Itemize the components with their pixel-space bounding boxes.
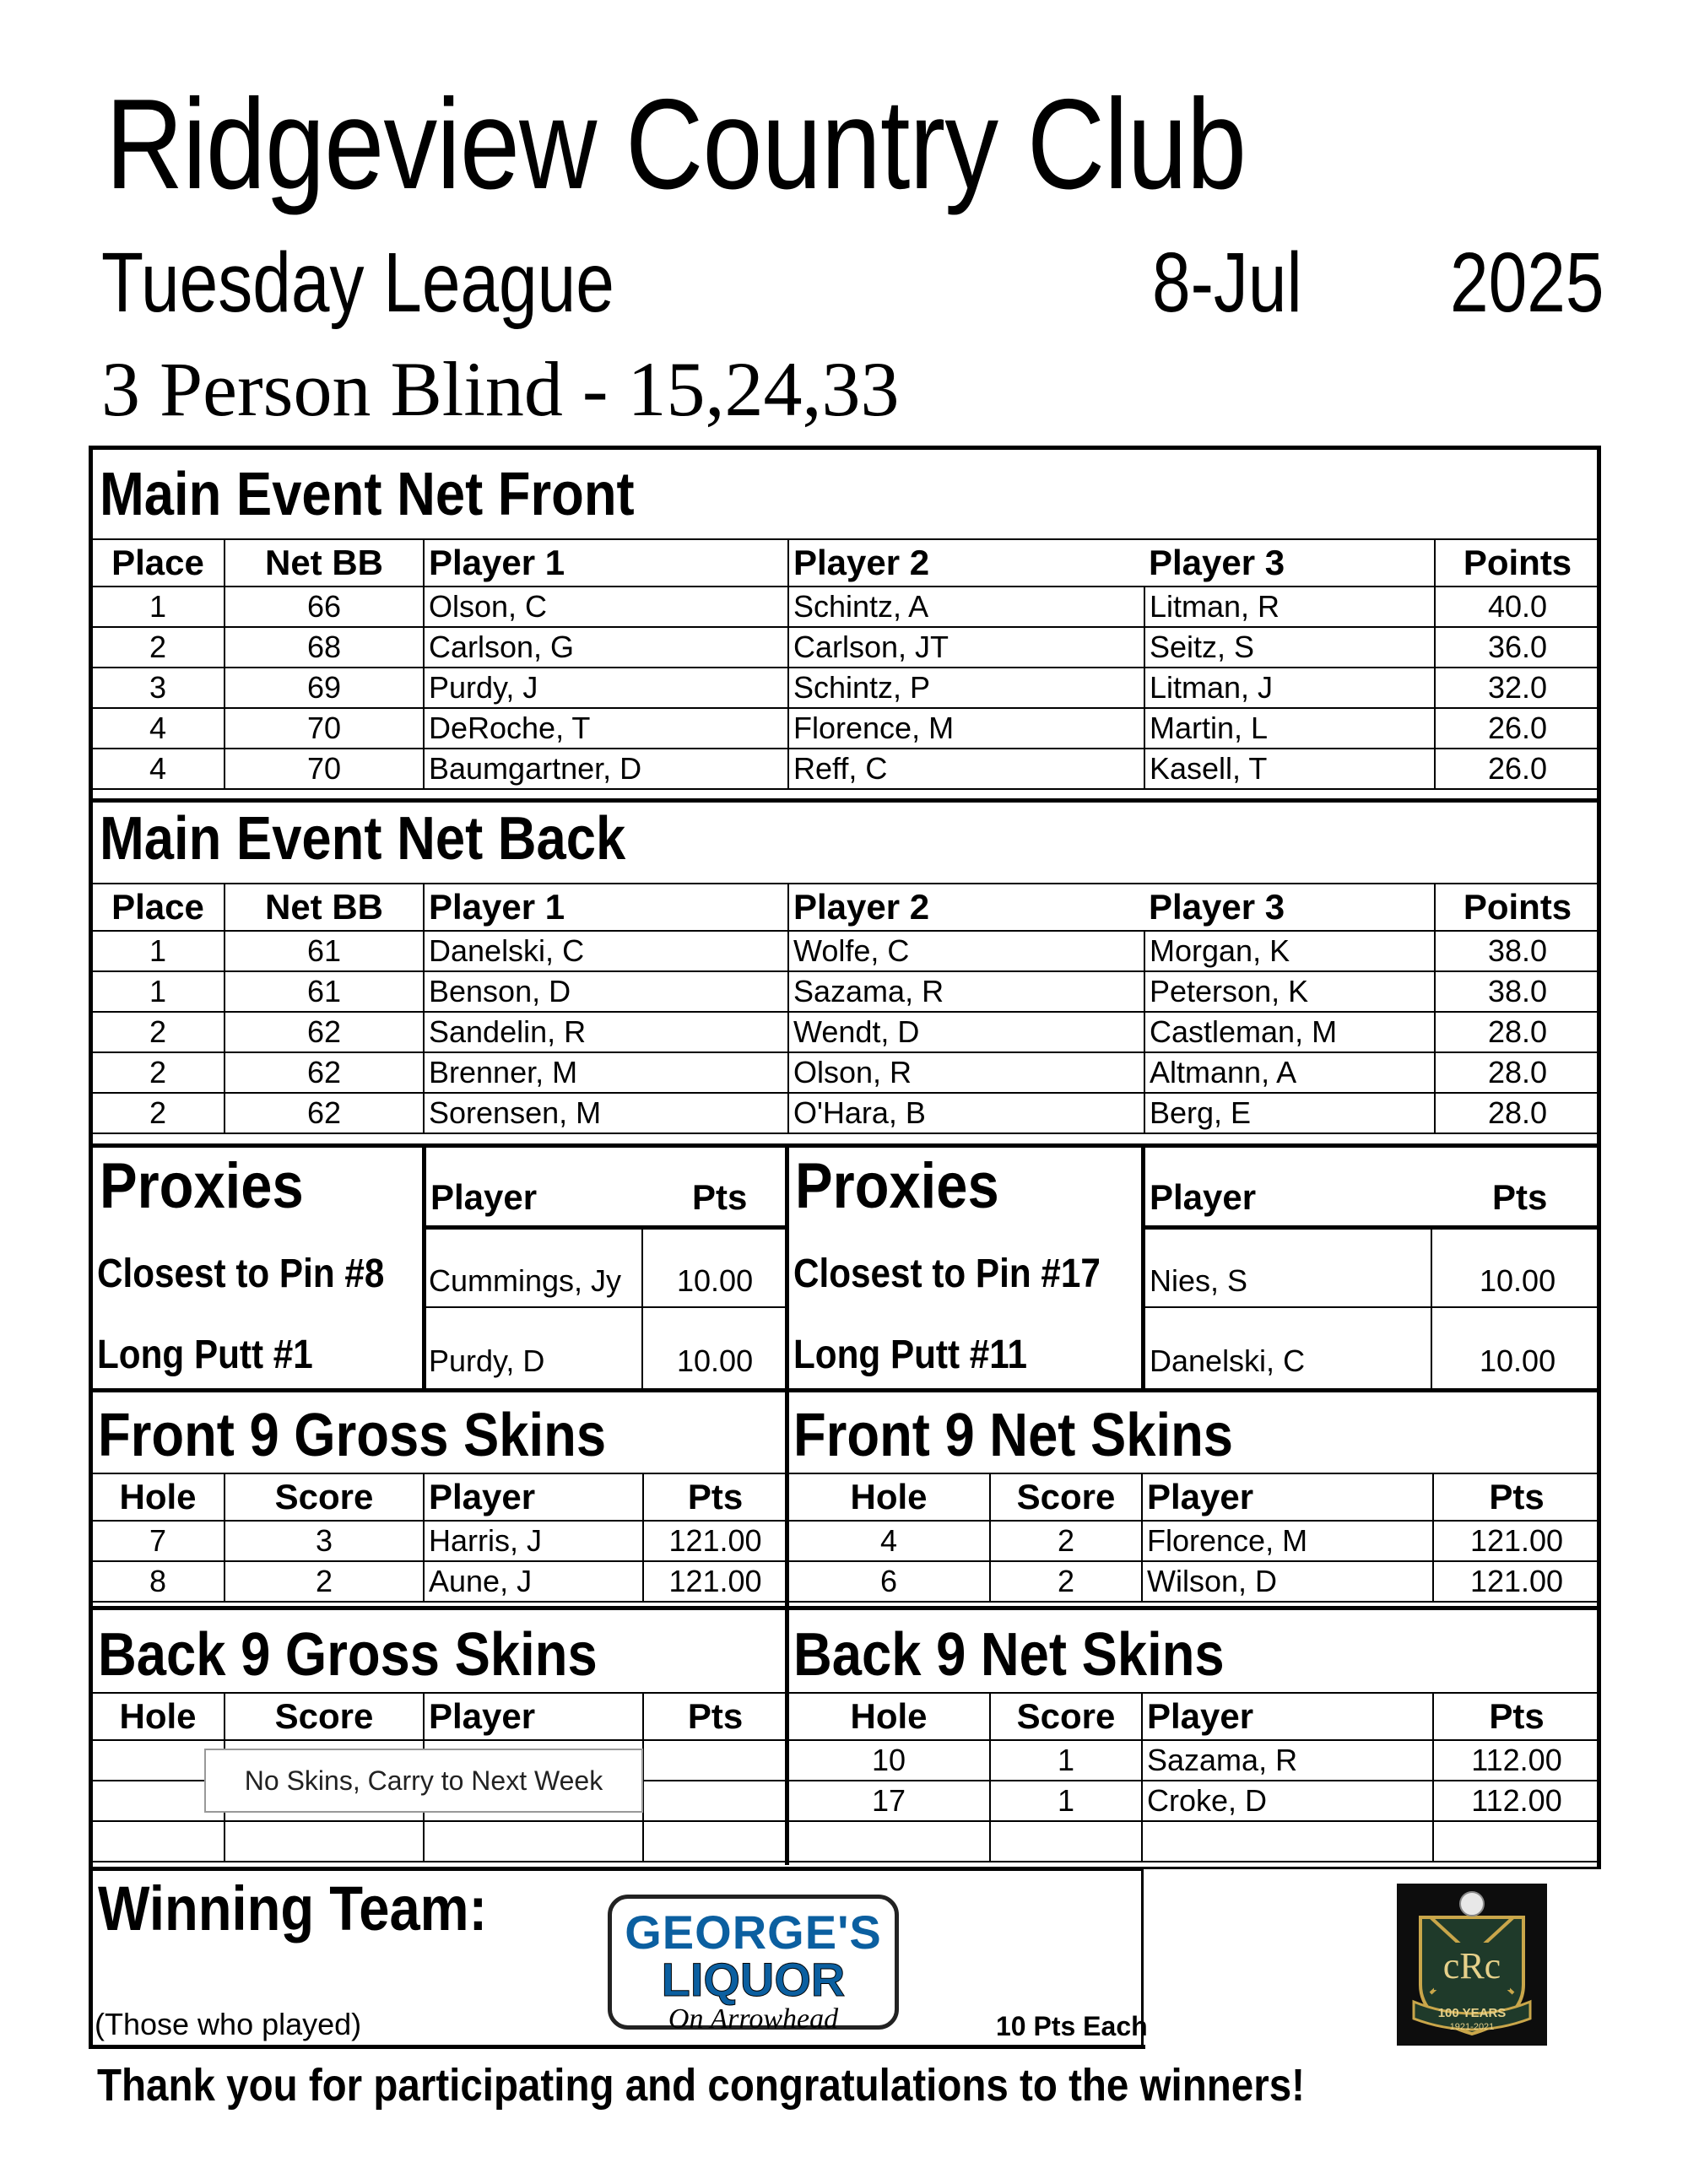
closest-to-pin-8-label: Closest to Pin #8	[97, 1251, 385, 1296]
col-player: Player	[1142, 1473, 1433, 1521]
main-back-title: Main Event Net Back	[100, 805, 626, 873]
cell: Aune, J	[424, 1561, 643, 1602]
cell: 62	[225, 1093, 424, 1133]
col-hole: Hole	[787, 1693, 990, 1740]
col-score: Score	[225, 1693, 424, 1740]
cell: 6	[787, 1561, 990, 1602]
cell: 3	[225, 1521, 424, 1561]
crc-crest-logo	[1397, 1884, 1547, 2046]
col-player-2: Player 2	[788, 884, 1144, 931]
event-year: 2025	[1450, 235, 1604, 330]
cell: 36.0	[1435, 627, 1600, 668]
divider	[89, 2045, 1145, 2049]
table-row	[787, 1781, 1600, 1821]
cell: 32.0	[1435, 668, 1600, 708]
cell: 1	[91, 931, 225, 971]
table-header-row	[91, 1693, 787, 1740]
long-putt-1-label: Long Putt #1	[97, 1333, 313, 1377]
cell: Danelski, C	[424, 931, 788, 971]
table-row	[91, 1821, 787, 1862]
cell: 2	[990, 1521, 1142, 1561]
table-header-row	[91, 1473, 787, 1521]
cell: 121.00	[643, 1561, 787, 1602]
cell: 26.0	[1435, 749, 1600, 789]
table-row	[787, 1521, 1600, 1561]
divider	[641, 1225, 643, 1391]
table-row	[787, 1821, 1600, 1862]
cell: 4	[787, 1521, 990, 1561]
cell: Olson, R	[788, 1052, 1144, 1093]
crest-icon	[1397, 1884, 1547, 2046]
cell: 38.0	[1435, 931, 1600, 971]
cell: Olson, C	[424, 587, 788, 627]
col-pts: Pts	[643, 1473, 787, 1521]
cell: 121.00	[643, 1521, 787, 1561]
divider	[422, 1225, 787, 1230]
closest-to-pin-17-player: Nies, S	[1150, 1263, 1248, 1298]
col-net-bb: Net BB	[225, 884, 424, 931]
closest-to-pin-8-player: Cummings, Jy	[429, 1263, 622, 1298]
col-place: Place	[91, 539, 225, 587]
col-player-1: Player 1	[424, 539, 788, 587]
back-net-table	[787, 1692, 1601, 1862]
divider	[1141, 1146, 1145, 1391]
cell: 2	[91, 627, 225, 668]
cell: 40.0	[1435, 587, 1600, 627]
no-skins-note: No Skins, Carry to Next Week	[204, 1749, 643, 1813]
col-pts: Pts	[1433, 1473, 1600, 1521]
cell: Schintz, P	[788, 668, 1144, 708]
table-row	[91, 1012, 1600, 1052]
col-net-bb: Net BB	[225, 539, 424, 587]
crest-letters: cRc	[1442, 1945, 1501, 1987]
cell: Castleman, M	[1144, 1012, 1435, 1052]
cell: 66	[225, 587, 424, 627]
cell: Harris, J	[424, 1521, 643, 1561]
cell: Florence, M	[1142, 1521, 1433, 1561]
table-row	[91, 1521, 787, 1561]
cell: Wilson, D	[1142, 1561, 1433, 1602]
table-row	[91, 587, 1600, 627]
table-header-row	[91, 539, 1600, 587]
divider	[89, 798, 1601, 803]
club-title: Ridgeview Country Club	[106, 73, 1247, 216]
cell: 62	[225, 1012, 424, 1052]
col-score: Score	[990, 1473, 1142, 1521]
main-front-table	[90, 538, 1601, 790]
col-player-3: Player 3	[1144, 539, 1435, 587]
cell: Schintz, A	[788, 587, 1144, 627]
divider	[1431, 1225, 1432, 1391]
long-putt-11-player: Danelski, C	[1150, 1343, 1306, 1378]
cell: Florence, M	[788, 708, 1144, 749]
cell: Wolfe, C	[788, 931, 1144, 971]
cell: Brenner, M	[424, 1052, 788, 1093]
sponsor-line-3: On Arrowhead	[668, 2003, 839, 2035]
cell: Sandelin, R	[424, 1012, 788, 1052]
georges-liquor-logo	[608, 1895, 899, 2035]
front-net-table	[787, 1473, 1601, 1603]
cell: 2	[91, 1012, 225, 1052]
cell: Purdy, J	[424, 668, 788, 708]
cell: 2	[91, 1052, 225, 1093]
cell: Morgan, K	[1144, 931, 1435, 971]
table-row	[787, 1561, 1600, 1602]
winning-team-title: Winning Team:	[98, 1873, 488, 1943]
table-row	[91, 627, 1600, 668]
divider	[422, 1146, 426, 1391]
cell: Reff, C	[788, 749, 1144, 789]
cell: Peterson, K	[1144, 971, 1435, 1012]
cell: 28.0	[1435, 1052, 1600, 1093]
front-gross-table	[90, 1473, 788, 1603]
col-score: Score	[990, 1693, 1142, 1740]
table-row	[91, 1093, 1600, 1133]
cell: 4	[91, 749, 225, 789]
cell: 38.0	[1435, 971, 1600, 1012]
col-player: Player	[424, 1473, 643, 1521]
cell: 17	[787, 1781, 990, 1821]
closest-to-pin-17-label: Closest to Pin #17	[793, 1251, 1101, 1296]
table-row	[787, 1740, 1600, 1781]
cell: Baumgartner, D	[424, 749, 788, 789]
cell: 112.00	[1433, 1740, 1600, 1781]
event-format: 3 Person Blind - 15,24,33	[101, 346, 900, 432]
long-putt-1-player: Purdy, D	[429, 1343, 545, 1378]
proxies-right-col-pts: Pts	[1492, 1177, 1548, 1217]
divider	[89, 1606, 1601, 1610]
league-name: Tuesday League	[101, 235, 614, 330]
crest-ribbon: 100 YEARS	[1437, 2006, 1507, 2020]
col-player-3: Player 3	[1144, 884, 1435, 931]
col-hole: Hole	[91, 1693, 225, 1740]
table-row	[91, 1052, 1600, 1093]
cell: 121.00	[1433, 1561, 1600, 1602]
proxies-right-title: Proxies	[795, 1150, 999, 1222]
cell: Croke, D	[1142, 1781, 1433, 1821]
cell: 61	[225, 971, 424, 1012]
proxies-left-title: Proxies	[100, 1150, 304, 1222]
cell: Litman, R	[1144, 587, 1435, 627]
cell: 1	[990, 1740, 1142, 1781]
long-putt-11-pts: 10.00	[1480, 1343, 1556, 1378]
col-player-1: Player 1	[424, 884, 788, 931]
closest-to-pin-17-pts: 10.00	[1480, 1263, 1556, 1298]
table-row	[91, 1561, 787, 1602]
front-gross-title: Front 9 Gross Skins	[98, 1402, 607, 1469]
cell: Carlson, JT	[788, 627, 1144, 668]
cell: Seitz, S	[1144, 627, 1435, 668]
cell: Sorensen, M	[424, 1093, 788, 1133]
divider	[422, 1306, 787, 1308]
cell: Kasell, T	[1144, 749, 1435, 789]
winning-team-pts: 10 Pts Each	[996, 2011, 1148, 2041]
cell: Altmann, A	[1144, 1052, 1435, 1093]
col-points: Points	[1435, 539, 1600, 587]
cell: 1	[91, 971, 225, 1012]
cell: 2	[225, 1561, 424, 1602]
sponsor-line-1: GEORGE'S	[625, 1906, 882, 1959]
cell: 4	[91, 708, 225, 749]
cell: 69	[225, 668, 424, 708]
cell: 70	[225, 708, 424, 749]
cell: 8	[91, 1561, 225, 1602]
cell: DeRoche, T	[424, 708, 788, 749]
table-row	[91, 971, 1600, 1012]
col-score: Score	[225, 1473, 424, 1521]
cell: 28.0	[1435, 1012, 1600, 1052]
cell: 70	[225, 749, 424, 789]
cell: Berg, E	[1144, 1093, 1435, 1133]
col-pts: Pts	[643, 1693, 787, 1740]
col-hole: Hole	[91, 1473, 225, 1521]
cell: 68	[225, 627, 424, 668]
cell: 7	[91, 1521, 225, 1561]
col-points: Points	[1435, 884, 1600, 931]
cell: 28.0	[1435, 1093, 1600, 1133]
cell: 112.00	[1433, 1781, 1600, 1821]
long-putt-11-label: Long Putt #11	[793, 1333, 1027, 1377]
cell: Martin, L	[1144, 708, 1435, 749]
table-row	[91, 749, 1600, 789]
closest-to-pin-8-pts: 10.00	[677, 1263, 754, 1298]
table-row	[91, 931, 1600, 971]
table-header-row	[787, 1473, 1600, 1521]
cell: 1	[990, 1781, 1142, 1821]
table-row	[91, 708, 1600, 749]
footer-message: Thank you for participating and congratulations to the winners!	[97, 2060, 1305, 2111]
cell: 26.0	[1435, 708, 1600, 749]
divider	[1141, 1225, 1601, 1230]
divider	[785, 1146, 789, 1391]
sponsor-line-2: LIQUOR	[661, 1953, 846, 2006]
divider	[1141, 1306, 1601, 1308]
cell: 10	[787, 1740, 990, 1781]
crest-years: 1921-2021	[1449, 2022, 1495, 2032]
proxies-left-col-player: Player	[430, 1177, 538, 1217]
cell: Carlson, G	[424, 627, 788, 668]
proxies-left-col-pts: Pts	[692, 1177, 748, 1217]
table-row	[91, 668, 1600, 708]
main-front-title: Main Event Net Front	[100, 461, 635, 528]
main-back-table	[90, 883, 1601, 1134]
col-pts: Pts	[1433, 1693, 1600, 1740]
cell: Sazama, R	[788, 971, 1144, 1012]
col-place: Place	[91, 884, 225, 931]
cell: 2	[990, 1561, 1142, 1602]
cell: Litman, J	[1144, 668, 1435, 708]
proxies-right-col-player: Player	[1150, 1177, 1257, 1217]
back-net-title: Back 9 Net Skins	[793, 1621, 1225, 1689]
cell: 121.00	[1433, 1521, 1600, 1561]
cell: Benson, D	[424, 971, 788, 1012]
cell: 2	[91, 1093, 225, 1133]
front-net-title: Front 9 Net Skins	[793, 1402, 1234, 1469]
cell: 62	[225, 1052, 424, 1093]
event-date: 8-Jul	[1152, 235, 1302, 330]
col-player: Player	[424, 1693, 643, 1740]
back-gross-title: Back 9 Gross Skins	[98, 1621, 598, 1689]
cell: 61	[225, 931, 424, 971]
long-putt-1-pts: 10.00	[677, 1343, 754, 1378]
cell: Wendt, D	[788, 1012, 1144, 1052]
col-hole: Hole	[787, 1473, 990, 1521]
winning-team-note: (Those who played)	[95, 2007, 362, 2041]
cell: 3	[91, 668, 225, 708]
divider	[89, 1143, 1601, 1148]
table-header-row	[787, 1693, 1600, 1740]
cell: O'Hara, B	[788, 1093, 1144, 1133]
cell: Sazama, R	[1142, 1740, 1433, 1781]
divider	[89, 1388, 1601, 1392]
col-player-2: Player 2	[788, 539, 1144, 587]
table-header-row	[91, 884, 1600, 931]
col-player: Player	[1142, 1693, 1433, 1740]
cell: 1	[91, 587, 225, 627]
